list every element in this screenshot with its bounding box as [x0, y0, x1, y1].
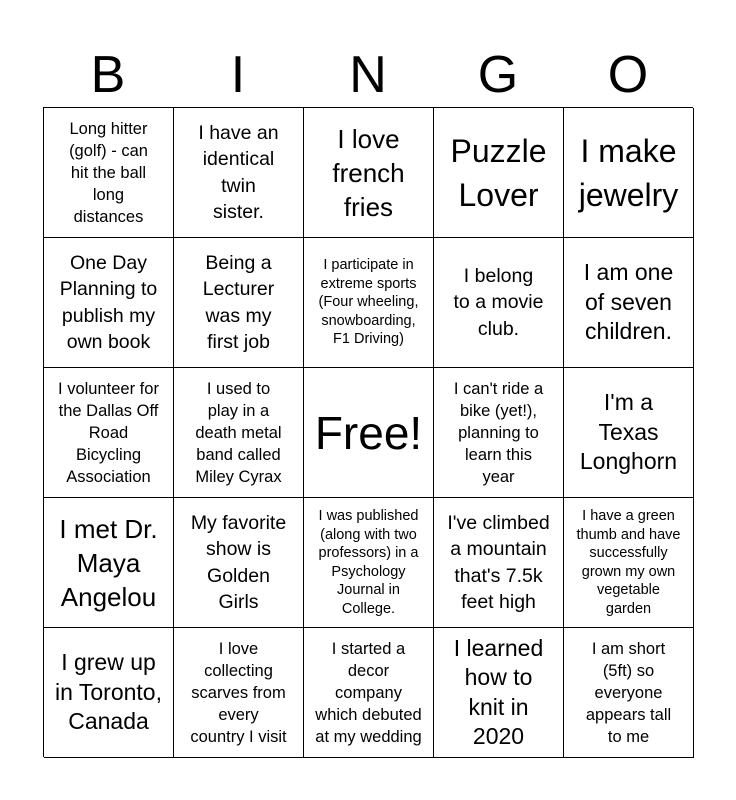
cell-text: I belong to a movie club.	[453, 264, 544, 340]
free-space-text: Free!	[314, 406, 423, 459]
bingo-cell[interactable]	[44, 498, 174, 628]
cell-text: Long hitter (golf) - can hit the ball long distances	[69, 119, 148, 226]
cell-text: I can't ride a bike (yet!), planning to learn this year	[453, 379, 544, 486]
bingo-cell[interactable]	[434, 238, 564, 368]
bingo-cell[interactable]	[434, 498, 564, 628]
cell-text: I've climbed a mountain that's 7.5k feet high	[447, 511, 550, 613]
cell-text: Puzzle Lover	[450, 132, 547, 213]
cell-text: I grew up in Toronto, Canada	[55, 649, 162, 735]
bingo-cell[interactable]	[174, 238, 304, 368]
cell-text: I learned how to knit in 2020	[453, 634, 544, 749]
bingo-cell[interactable]	[174, 368, 304, 498]
bingo-cell[interactable]	[434, 628, 564, 758]
bingo-cell[interactable]	[44, 238, 174, 368]
header-letter-n: N	[349, 46, 387, 104]
bingo-cell[interactable]	[564, 628, 694, 758]
header-letter-g: G	[477, 46, 519, 104]
bingo-cell[interactable]	[44, 628, 174, 758]
bingo-cell[interactable]	[434, 108, 564, 238]
free-space-cell[interactable]	[304, 368, 434, 498]
bingo-cell[interactable]	[564, 108, 694, 238]
cell-text: I have an identical twin sister.	[198, 121, 279, 223]
cell-text: I was published (along with two professors) in a Psychology Journal in College.	[318, 508, 419, 617]
cell-text: I am one of seven children.	[583, 259, 674, 345]
cell-text: I participate in extreme sports (Four wheeling, snowboarding, F1 Driving)	[318, 257, 419, 348]
bingo-cell[interactable]	[564, 368, 694, 498]
bingo-cell[interactable]	[174, 108, 304, 238]
bingo-cell[interactable]	[44, 368, 174, 498]
bingo-cell[interactable]	[304, 108, 434, 238]
cell-text: I'm a Texas Longhorn	[579, 389, 678, 475]
bingo-cell[interactable]	[304, 498, 434, 628]
cell-text: I love collecting scarves from every country I visit	[190, 639, 287, 746]
cell-text: I love french fries	[332, 123, 405, 222]
header-letter-o: O	[607, 46, 649, 104]
cell-text: I started a decor company which debuted at my wedding	[315, 639, 422, 746]
bingo-grid	[43, 107, 693, 757]
header-letter-b: B	[90, 46, 126, 104]
cell-text: One Day Planning to publish my own book	[59, 251, 158, 353]
bingo-header	[43, 44, 693, 106]
cell-text: I have a green thumb and have successfully grown my own vegetable garden	[576, 508, 681, 617]
cell-text: I volunteer for the Dallas Off Road Bicycling Association	[58, 379, 159, 486]
cell-text: I am short (5ft) so everyone appears tall to me	[585, 639, 672, 746]
cell-text: I used to play in a death metal band called Miley Cyrax	[195, 379, 282, 486]
bingo-cell[interactable]	[44, 108, 174, 238]
bingo-cell[interactable]	[174, 628, 304, 758]
bingo-cell[interactable]	[564, 238, 694, 368]
cell-text: I make jewelry	[578, 132, 679, 213]
cell-text: I met Dr. Maya Angelou	[59, 513, 158, 612]
bingo-cell[interactable]	[304, 238, 434, 368]
cell-text: My favorite show is Golden Girls	[190, 511, 287, 613]
header-letter-i: I	[230, 46, 246, 104]
bingo-cell[interactable]	[174, 498, 304, 628]
bingo-cell[interactable]	[434, 368, 564, 498]
cell-text: Being a Lecturer was my first job	[202, 251, 275, 353]
bingo-cell[interactable]	[304, 628, 434, 758]
bingo-cell[interactable]	[564, 498, 694, 628]
